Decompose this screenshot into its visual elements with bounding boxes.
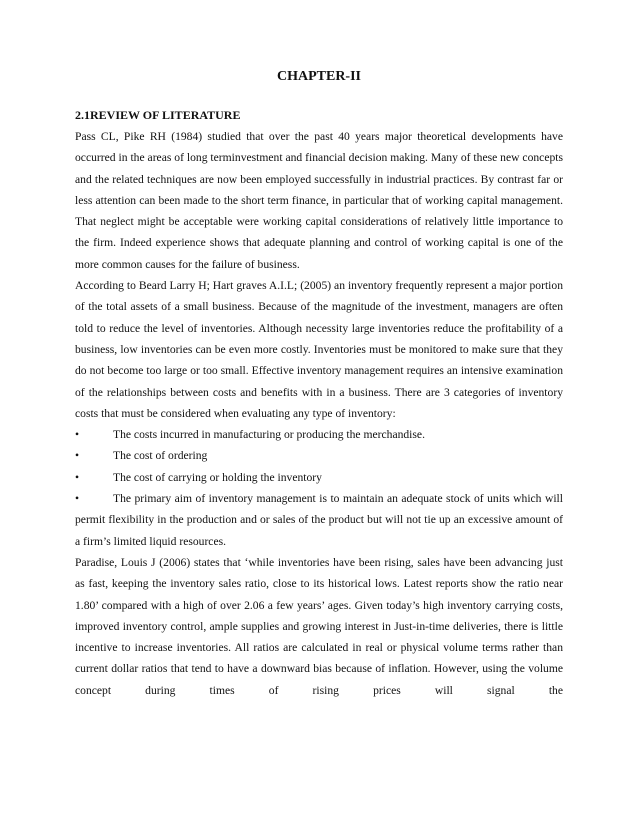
list-item bbox=[75, 488, 563, 552]
section-heading: 2.1REVIEW OF LITERATURE bbox=[75, 108, 241, 122]
list-item bbox=[75, 424, 563, 445]
chapter-title: CHAPTER-II bbox=[276, 69, 361, 84]
bullet-icon: • bbox=[75, 449, 80, 463]
list-item bbox=[75, 445, 563, 466]
list-item-text: The primary aim of inventory management is to maintain an adequate stock of units which will permit flexibility in the production and or sales of the product but will not tie up an excessive amount of a firm’s limited liquid resources. bbox=[75, 492, 563, 548]
paragraph-1: Pass CL, Pike RH (1984) studied that over the past 40 years major theoretical developments have occurred in the areas of long terminvestment and financial decision making. Many of these new concepts and the related techniques are now been employed successfully in industrial practices. By contrast far or less attention can been made to the short term finance, in particular that of working capital management. That neglect might be acceptable were working capital considerations of relatively little importance to the firm. Indeed experience shows that adequate planning and control of working capital is one of the more common causes for the failure of business. bbox=[75, 130, 563, 271]
list-item-text: The cost of ordering bbox=[113, 449, 208, 463]
list-item bbox=[75, 467, 563, 488]
bullet-icon: • bbox=[75, 470, 80, 484]
paragraph-2: According to Beard Larry H; Hart graves A.I.L; (2005) an inventory frequently represent a major portion of the total assets of a small business. Because of the magnitude of the investment, managers are often told to reduce the level of inventories. Although necessity large inventories reduce the profitability of a business, low inventories can be even more costly. Inventories must be monitored to make sure that they do not become too large or too small. Effective inventory management requires an intensive examination of the relationships between costs and benefits with in a business. There are 3 categories of inventory costs that must be considered when evaluating any type of inventory: bbox=[75, 279, 563, 420]
paragraph-3: Paradise, Louis J (2006) states that ‘while inventories have been rising, sales have been advancing just as fast, keeping the inventory sales ratio, close to its historical lows. Latest reports show the ratio near 1.80’ compared with a high of over 2.06 a few years’ ages. Given today’s high inventory carrying costs, improved inventory control, ample supplies and growing interest in Just-in-time deliveries, there is little incentive to increase inventories. All ratios are calculated in real or physical volume terms rather than current dollar ratios that tend to have a downward bias because of inflation. However, using the volume concept during times of rising prices will signal the bbox=[75, 555, 563, 697]
document-page bbox=[75, 68, 563, 701]
bullet-icon: • bbox=[75, 492, 80, 506]
list-item-text: The costs incurred in manufacturing or producing the merchandise. bbox=[113, 428, 425, 442]
list-item-text: The cost of carrying or holding the inventory bbox=[113, 470, 322, 484]
bullet-icon: • bbox=[75, 428, 80, 442]
